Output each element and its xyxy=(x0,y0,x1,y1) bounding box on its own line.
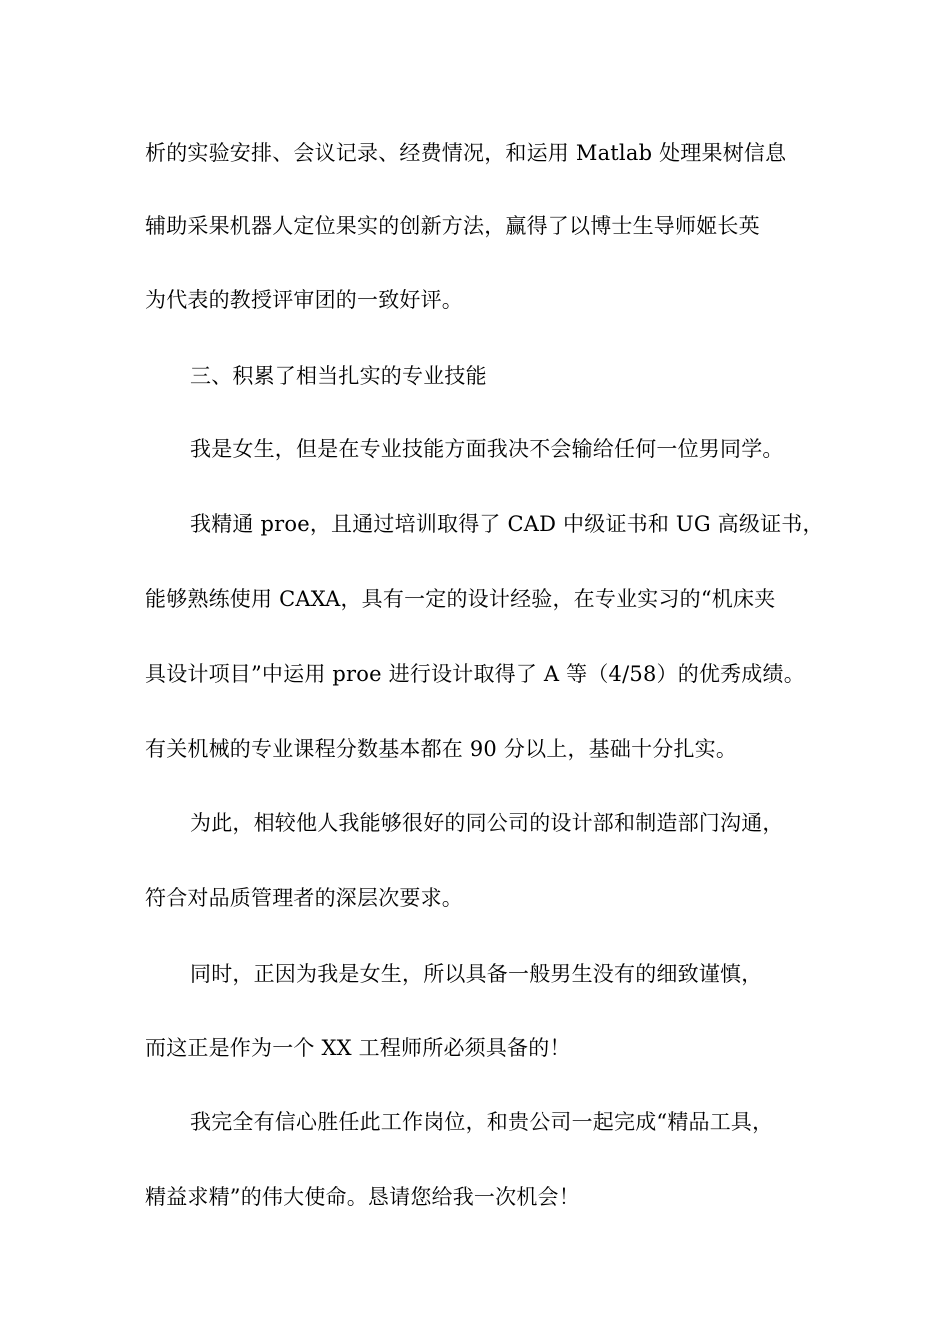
text-line: 为此，相较他人我能够很好的同公司的设计部和制造部门沟通， xyxy=(190,811,784,835)
text-line: 而这正是作为一个 XX 工程师所必须具备的！ xyxy=(145,1036,571,1060)
text-line: 能够熟练使用 CAXA，具有一定的设计经验，在专业实习的“机床夹 xyxy=(145,587,776,611)
text-line: 精益求精”的伟大使命。恳请您给我一次机会！ xyxy=(145,1185,580,1209)
text-line: 具设计项目”中运用 proe 进行设计取得了 A 等（4/58）的优秀成绩。 xyxy=(145,662,805,686)
text-line: 我是女生，但是在专业技能方面我决不会输给任何一位男同学。 xyxy=(190,437,784,461)
text-line: 我完全有信心胜任此工作岗位，和贵公司一起完成“精品工具， xyxy=(190,1110,774,1134)
text-line: 同时，正因为我是女生，所以具备一般男生没有的细致谨慎， xyxy=(190,962,763,986)
section-heading: 三、积累了相当扎实的专业技能 xyxy=(190,364,487,388)
text-line: 辅助采果机器人定位果实的创新方法，赢得了以博士生导师姬长英 xyxy=(145,214,760,238)
text-line: 有关机械的专业课程分数基本都在 90 分以上，基础十分扎实。 xyxy=(145,737,738,761)
text-line: 析的实验安排、会议记录、经费情况，和运用 Matlab 处理果树信息 xyxy=(145,141,787,165)
text-line: 为代表的教授评审团的一致好评。 xyxy=(145,288,463,312)
text-line: 符合对品质管理者的深层次要求。 xyxy=(145,886,463,910)
text-line: 我精通 proe，且通过培训取得了 CAD 中级证书和 UG 高级证书， xyxy=(190,512,824,536)
